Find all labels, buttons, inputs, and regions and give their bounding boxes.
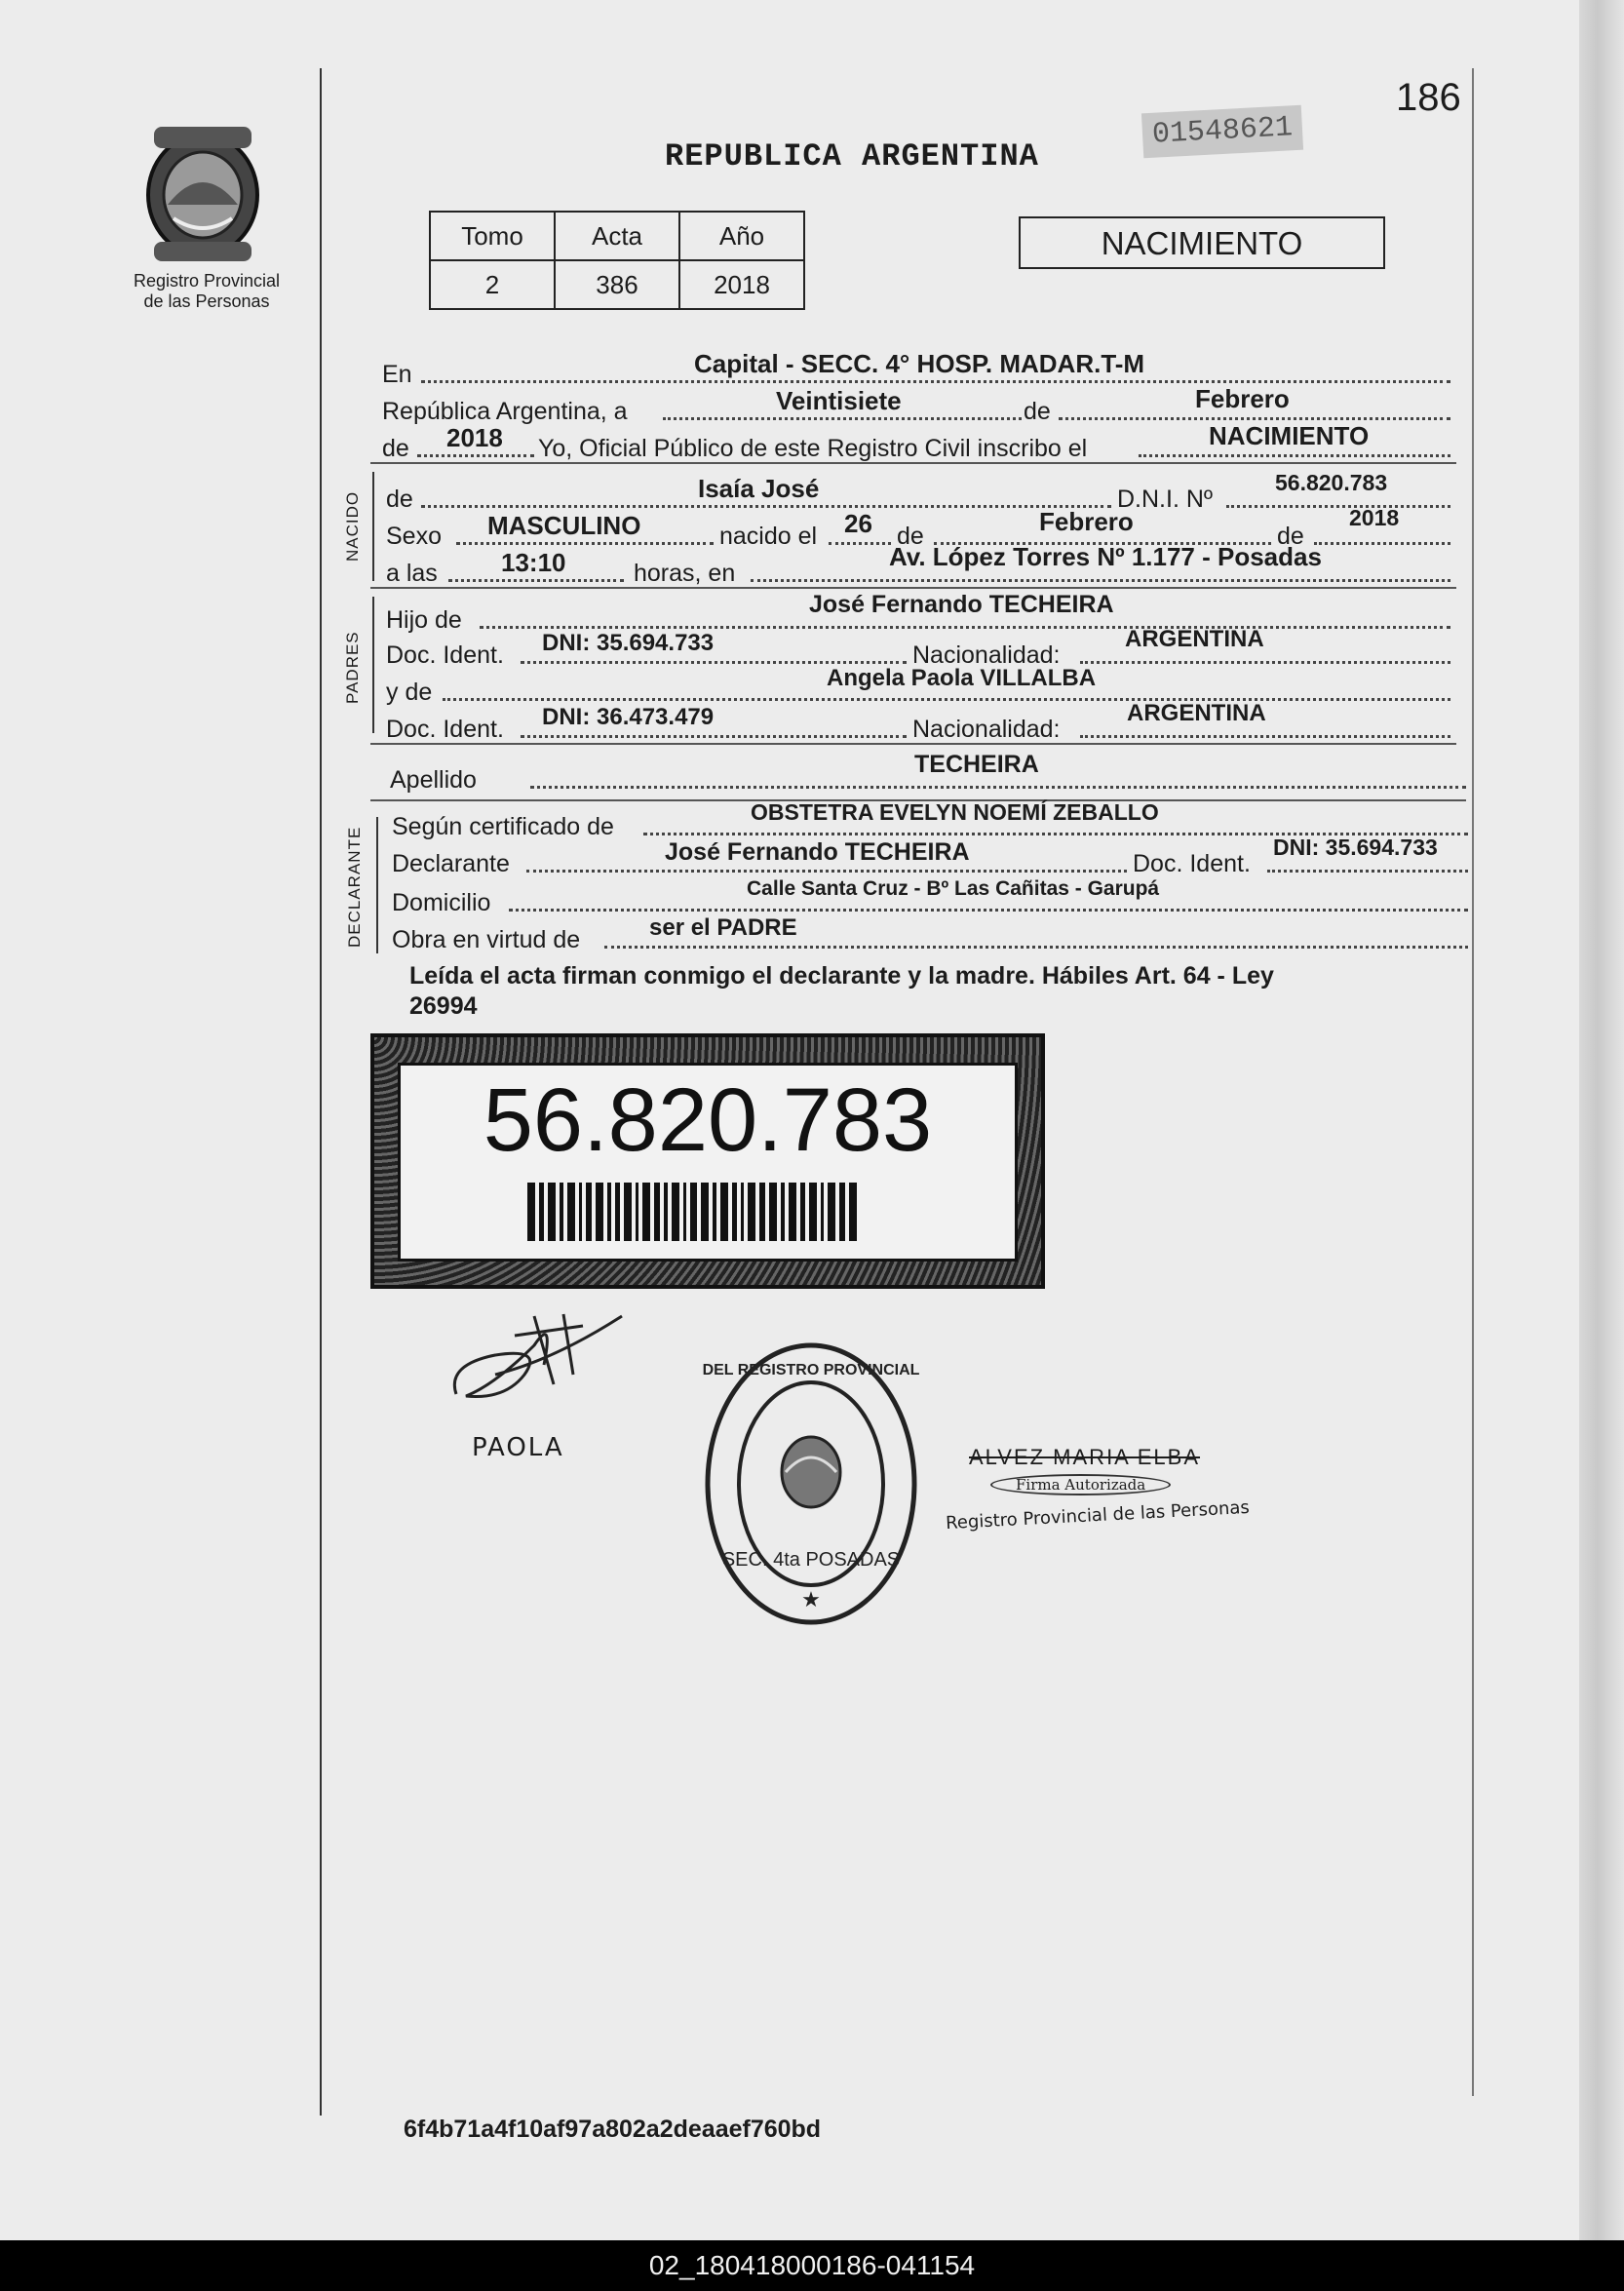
dotted-line	[1139, 454, 1450, 457]
declarante-doc-label: Doc. Ident.	[1133, 850, 1251, 877]
right-margin-line	[1472, 68, 1474, 2096]
record-type-box: NACIMIENTO	[1019, 216, 1385, 269]
yo-text: Yo, Oficial Público de este Registro Civil inscribo el	[538, 435, 1088, 462]
closing-text-line1: Leída el acta firman conmigo el declarante y la madre. Hábiles Art. 64 - Ley	[409, 962, 1274, 990]
record-table	[429, 211, 805, 310]
birth-time: 13:10	[501, 548, 566, 577]
officer-name: ALVEZ MARIA ELBA	[969, 1445, 1201, 1469]
dni-label: D.N.I. Nº	[1117, 485, 1214, 513]
seal-text	[698, 1648, 924, 1649]
padres-side-label: PADRES	[343, 631, 362, 704]
birth-month: Febrero	[1039, 507, 1134, 536]
registry-seal-icon	[698, 1336, 924, 1632]
doc-label-2: Doc. Ident.	[386, 716, 504, 743]
child-dni: 56.820.783	[1275, 470, 1388, 495]
dotted-line	[1059, 417, 1450, 420]
dotted-line	[604, 946, 1468, 949]
svg-text:SEC. 4ta POSADAS: SEC. 4ta POSADAS	[721, 1549, 901, 1571]
nacido-side-label: NACIDO	[343, 490, 362, 562]
anio-header: Año	[679, 212, 804, 260]
doc-label: Doc. Ident.	[386, 641, 504, 669]
father-nationality: ARGENTINA	[1125, 626, 1264, 652]
acta-value: 386	[555, 260, 679, 309]
nacido-label: nacido el	[719, 523, 818, 550]
page-edge	[1579, 0, 1624, 2240]
closing-text-line2: 26994	[409, 992, 478, 1020]
dotted-line	[1226, 505, 1450, 508]
svg-text:DEL REGISTRO PROVINCIAL: DEL REGISTRO PROVINCIAL	[702, 1362, 920, 1378]
dotted-line	[1080, 661, 1450, 664]
inscribo-value: NACIMIENTO	[1209, 421, 1370, 450]
obra-label: Obra en virtud de	[392, 926, 581, 953]
document-hash: 6f4b71a4f10af97a802a2deaaef760bd	[404, 2116, 822, 2143]
section-divider	[370, 462, 1456, 464]
sexo-value: MASCULINO	[487, 511, 641, 540]
registry-name	[119, 271, 294, 312]
section-divider	[370, 587, 1456, 589]
declarante-side-label: DECLARANTE	[345, 826, 364, 948]
mother-name: Angela Paola VILLALBA	[827, 665, 1097, 691]
horas-label: horas, en	[634, 560, 736, 587]
dotted-line	[521, 735, 907, 738]
id-stamp-inner	[398, 1063, 1018, 1262]
nacido-bracket	[372, 472, 374, 581]
en-label: En	[382, 361, 412, 388]
id-stamp-number: 56.820.783	[483, 1070, 933, 1170]
officer-role: Firma Autorizada	[990, 1474, 1171, 1495]
certificate-value: OBSTETRA EVELYN NOEMÍ ZEBALLO	[751, 799, 1159, 825]
hijo-label: Hijo de	[386, 606, 462, 634]
declarante-bracket	[376, 817, 378, 953]
nacido-de-label: de	[386, 485, 413, 513]
dotted-line	[663, 417, 1022, 420]
footer-id-bar: 02_180418000186-041154	[0, 2240, 1624, 2291]
dotted-line	[1314, 542, 1450, 545]
obra-value: ser el PADRE	[649, 914, 797, 941]
birth-place: Av. López Torres Nº 1.177 - Posadas	[889, 542, 1322, 571]
declarante-value: José Fernando TECHEIRA	[665, 838, 970, 866]
dotted-line	[456, 542, 714, 545]
padres-bracket	[372, 597, 374, 733]
de-label: de	[1024, 398, 1051, 425]
day-value: Veintisiete	[776, 386, 902, 415]
province-coat-of-arms-icon	[135, 121, 271, 267]
mother-handwritten-name: PAOLA	[472, 1433, 564, 1462]
dotted-line	[417, 454, 534, 457]
apellido-label: Apellido	[390, 766, 477, 794]
dotted-line	[443, 698, 1450, 701]
year-value: 2018	[446, 423, 503, 452]
dotted-line	[526, 870, 1127, 873]
segun-label: Según certificado de	[392, 813, 614, 840]
country-title: REPUBLICA ARGENTINA	[665, 138, 1039, 175]
de-label-2: de	[382, 435, 409, 462]
nacionalidad-label-2: Nacionalidad:	[912, 716, 1061, 743]
dotted-line	[1267, 870, 1468, 873]
alas-label: a las	[386, 560, 438, 587]
acta-header: Acta	[555, 212, 679, 260]
id-number-stamp	[370, 1033, 1045, 1289]
en-value: Capital - SECC. 4° HOSP. MADAR.T-M	[694, 349, 1145, 378]
father-name: José Fernando TECHEIRA	[809, 591, 1114, 618]
section-divider	[370, 743, 1456, 745]
birth-day: 26	[844, 509, 872, 538]
serial-stamp: 01548621	[1141, 105, 1303, 159]
margin-line	[320, 68, 322, 2116]
de-label-3: de	[897, 523, 924, 550]
republica-label: República Argentina, a	[382, 398, 628, 425]
month-value: Febrero	[1195, 384, 1290, 413]
yde-label: y de	[386, 679, 433, 706]
apellido-value: TECHEIRA	[914, 751, 1039, 778]
declarante-doc: DNI: 35.694.733	[1273, 835, 1438, 860]
dotted-line	[521, 661, 907, 664]
mother-nationality: ARGENTINA	[1127, 700, 1266, 726]
nacionalidad-label: Nacionalidad:	[912, 641, 1061, 669]
domicilio-label: Domicilio	[392, 889, 491, 916]
sexo-label: Sexo	[386, 523, 442, 550]
dotted-line	[421, 380, 1450, 383]
dotted-line	[448, 579, 624, 582]
svg-text:★: ★	[801, 1587, 821, 1611]
dotted-line	[480, 626, 1450, 629]
dotted-line	[829, 542, 891, 545]
officer-registry: Registro Provincial de las Personas	[945, 1496, 1251, 1534]
seal-outer-text	[792, 1648, 821, 1649]
barcode	[527, 1183, 898, 1241]
tomo-header: Tomo	[430, 212, 555, 260]
declarante-label: Declarante	[392, 850, 510, 877]
seal-inner-text	[822, 1648, 831, 1649]
dotted-line	[751, 579, 1450, 582]
mother-signature-icon	[437, 1306, 632, 1423]
dotted-line	[509, 909, 1468, 912]
domicilio-value: Calle Santa Cruz - Bº Las Cañitas - Garupá	[747, 877, 1160, 900]
registry-name-line1: Registro Provincial	[133, 271, 281, 291]
de-label-4: de	[1277, 523, 1304, 550]
dotted-line	[421, 505, 1111, 508]
father-doc: DNI: 35.694.733	[542, 630, 715, 656]
birth-year: 2018	[1349, 505, 1400, 530]
mother-doc: DNI: 36.473.479	[542, 704, 715, 730]
tomo-value: 2	[430, 260, 555, 309]
child-name: Isaía José	[698, 474, 820, 503]
closing-text	[409, 961, 1452, 1022]
dotted-line	[530, 786, 1466, 789]
anio-value: 2018	[679, 260, 804, 309]
registry-name-line2: de las Personas	[143, 291, 270, 311]
dotted-line	[1080, 735, 1450, 738]
page-number: 186	[1396, 76, 1461, 119]
